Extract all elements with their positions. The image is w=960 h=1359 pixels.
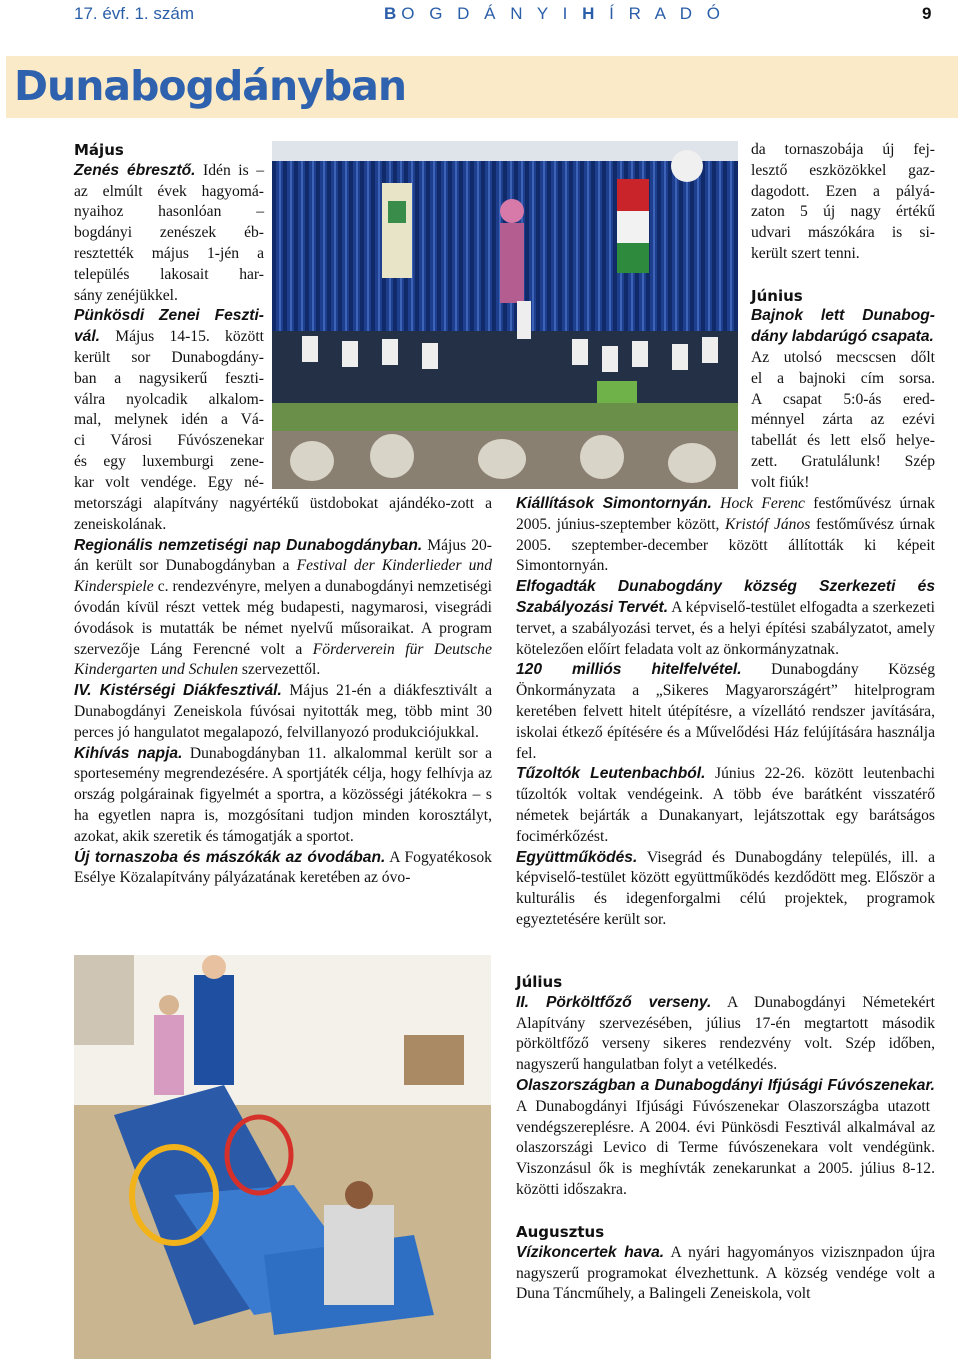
regional-text-1: Május 20-án került sor Dunabogdányban a [74, 536, 492, 575]
wrap-line-13: ci Városi Fúvószenekar [74, 432, 264, 450]
torna-head: Új tornaszoba és mászókák az óvodában. [74, 848, 386, 866]
concert-photo-image [272, 141, 738, 489]
section-july-heading: Július [516, 973, 563, 991]
kiallitas-head: Kiállítások Simontornyán. [516, 495, 712, 512]
tuzoltok-text: Június 22-26. között leutenbachi tűzoltók voltak vendégeink. A több éve barátként visszatérő németek bejárták a Dunakanyart, lejátszottak egy barátságos focimérkőzést. [516, 765, 935, 845]
wrap-line-0-text: Idén is – [195, 161, 264, 179]
wrap-line-6: sány zenéjükkel. [74, 286, 178, 304]
wrap-line-9: került sor Dunabogdány- [74, 348, 264, 366]
playground-photo-image [74, 955, 491, 1359]
kiallitas-text-1: festőművész úrnak 2005. június-szeptember között, [516, 495, 935, 533]
szerkezeti-head: Elfogadták Dunabogdány község Szerkezeti és Szabályozási Tervét. [516, 578, 935, 616]
masthead-rest2: Í R A D Ó [599, 4, 726, 23]
wrap-line-12: mal, melynek idén a Vá- [74, 411, 264, 429]
section-june-heading: Június [751, 286, 803, 305]
paragraph-festival-end: metországi alapítvány nagyértékű üstdobokat ajándéko-zott a zeneiskolának. [74, 495, 492, 533]
bajnok-line-2: A csapat 5:0-ás ered- [751, 390, 935, 408]
wrap-line-14: és egy luxemburgi zene- [74, 452, 264, 470]
cont-line-1: lesztő eszközökkel gaz- [751, 161, 935, 179]
right-full-block [516, 494, 935, 931]
masthead-h: H [582, 4, 600, 23]
page-number: 9 [922, 4, 932, 23]
paragraph-olasz [516, 1076, 935, 1201]
tuzoltok-head: Tűzoltók Leutenbachból. [516, 765, 706, 783]
wrap-line-8-text: Május 14-15. között [100, 328, 264, 346]
concert-photo [272, 141, 738, 489]
page-title: Dunabogdányban [14, 62, 407, 110]
paragraph-tuzoltok [516, 764, 935, 847]
paragraph-regional [74, 536, 492, 682]
olasz-text: A Dunabogdányi Ifjúsági Fúvószenekar Olaszországba utazott vendégszereplésre. A 2004. évi Pünkösdi Fesztivál alkalmával az olaszországi Levico di Terme fúvószenekara volt vendégünk. Viszonzásul ők is meghívták zenekarunkat a 2005. július 8-12. közötti időszakra. [516, 1097, 935, 1198]
regional-italic-2: Förderverein für Deutsche Kindergarten und Schulen [74, 640, 493, 679]
bajnok-line-5: zett. Gratulálunk! Szép [751, 452, 935, 470]
paragraph-vizikoncert [516, 1243, 935, 1305]
regional-text-2: c. rendezvényre, melyen a dunabogdányi nemzetiségi óvodán kívül részt vettek még budapesti, nagymarosi, visegrádi óvodások is mutatták be német nyelvű műsoraikat. A program szervezője Láng Ferencné volt a [74, 578, 492, 658]
wrap-line-11: válra nyolcadik alkalom- [74, 390, 264, 408]
porkolt-head: II. Pörköltfőző verseny. [516, 993, 712, 1011]
paragraph-porkolt [516, 993, 935, 1076]
cont-line-4: udvari mászókára is si- [751, 224, 935, 242]
paragraph-egyuttmukodes [516, 848, 935, 931]
paragraph-kihivas [74, 744, 492, 848]
kiallitas-text-2: festőművész úrnak 2005. szeptember-december között állították ki képeit Simontornyán. [516, 515, 935, 575]
left-full-block [74, 494, 492, 889]
vizi-head: Vízikoncertek hava. [516, 1243, 665, 1261]
kihivas-text: Dunabogdányban 11. alkalommal került sor a sportesemény megrendezésére. A sportjáték célja, hogy felhívja az ország polgárainak figyelmét a sportra, a közösségi játékokra – s ha egyetlen napra is, mozgósítani tudjon minden korosztályt, azokat, akik szeretik és támogatják a sportot. [74, 744, 492, 845]
title-band [6, 56, 958, 118]
regional-text-3: szervezettől. [238, 661, 321, 679]
torna-text: A Fogyatékosok Esélye Közalapítvány pályázatának keretében az óvo- [74, 848, 492, 887]
bajnok-line-0: Az utolsó mecscsen dőlt [751, 348, 935, 366]
olasz-head: Olaszországban a Dunabogdányi Ifjúsági Fúvószenekar. [516, 1076, 935, 1094]
bajnok-line-3: ménnyel zárta az ezévi [751, 411, 935, 429]
wrap-line-4: resztették május 1-jén a [74, 244, 264, 262]
wrap-line-1: az elmúlt évek hagyomá- [74, 182, 264, 200]
wrap-line-0-head: Zenés ébresztő. [74, 161, 196, 179]
paragraph-kiallitas [516, 494, 935, 577]
wrap-line-3: bogdányi zenészek éb- [74, 224, 264, 242]
egyutt-text: Visegrád és Dunabogdány település, ill. a képviselő-testület között együttműködés kezdődött meg. Először a kulturális és idegenforgalmi célú projektek, programok egyeztetésére került sor. [516, 848, 935, 928]
paragraph-tornaszoba [74, 848, 492, 890]
wrap-line-0 [74, 161, 264, 182]
masthead [384, 4, 725, 24]
wrap-line-10: ban a nagysikerű feszti- [74, 369, 264, 387]
vizi-text: A nyári hagyományos vizisznpadon újra nagyszerű programokat élvezhettunk. A község vendége volt a Duna Táncműhely, a Balingeli Zeneiskola, volt [516, 1243, 935, 1303]
bajnok-head-line-0: Bajnok lett Dunabog- [751, 307, 935, 325]
paragraph-diakfesztival [74, 681, 492, 743]
diak-text: Május 21-én a diákfesztivált a Dunabogdányi Zeneiskola fúvósai nyitották meg, több mint 30 perces jó hangulatot megalapozó, felvillanyozó produkciójukkal. [74, 682, 492, 741]
wrap-line-15: kar volt vendége. Egy né- [74, 473, 264, 491]
kiallitas-italic-1: Hock Ferenc [711, 495, 805, 512]
masthead-rest1: O G D Á N Y I [401, 4, 583, 23]
cont-line-2: dagodott. Ezen a pályá- [751, 182, 935, 200]
bajnok-line-1: el a bajnoki cím sorsa. [751, 369, 935, 387]
right-august-block [516, 1222, 935, 1305]
bajnok-line-4: tabellát és lett első helye- [751, 432, 935, 450]
kiallitas-italic-2: Kristóf János [725, 515, 811, 533]
porkolt-text: A Dunabogdányi Németekért Alapítvány szervezésében, július 17-én megtartott második pörköltfőző verseny sikeres rendezvény volt. Szép időben, nagyszerű hangulatban folyt a vetélkedés. [516, 993, 935, 1074]
playground-photo [74, 955, 491, 1359]
right-wrap-block [751, 140, 935, 494]
cont-line-5: került szert tenni. [751, 244, 860, 262]
szerkezeti-text: A képviselő-testület elfogadta a szerkezeti tervet, a szabályozási tervet, és a helyi építési szabályzatot, amely kötelezően előírt feladata volt az önkormányzatnak. [516, 598, 935, 658]
bajnok-head-line-1: dány labdarúgó csapata. [751, 328, 934, 346]
running-header [0, 4, 960, 30]
cont-line-0: da tornaszobája új fej- [751, 141, 935, 158]
bajnok-line-6: volt fiúk! [751, 473, 810, 491]
section-may-heading: Május [74, 141, 124, 159]
regional-head: Regionális nemzetiségi nap Dunabogdányban. [74, 536, 423, 554]
spacer [751, 265, 935, 286]
section-august-heading: Augusztus [516, 1223, 605, 1241]
wrap-line-8 [74, 327, 264, 348]
wrap-line-5: település lakosait har- [74, 265, 264, 283]
left-wrap-block [74, 140, 264, 494]
issue-label: 17. évf. 1. szám [74, 4, 194, 23]
right-july-block [516, 972, 935, 1201]
paragraph-szerkezeti [516, 577, 935, 660]
wrap-line-2: nyaihoz hasonlóan – [74, 203, 264, 221]
regional-italic-1: Festival der Kinderlieder und Kinderspiele [74, 557, 493, 596]
hitel-head: 120 milliós hitelfelvétel. [516, 661, 742, 679]
wrap-line-8-head: vál. [74, 328, 101, 346]
wrap-line-7: Pünkösdi Zenei Feszti- [74, 307, 264, 325]
diak-head: IV. Kistérségi Diákfesztivál. [74, 682, 282, 700]
hitel-text: Dunabogdány Község Önkormányzata a „Sikeres Magyarországért” hitelprogram keretében felvett hitelt útépítésre, a vízellátó rendszer javítására, iskolai étkező építésére és a Művelődési Ház felújítására használja fel. [516, 661, 935, 762]
cont-line-3: zaton 5 új nagy értékű [751, 203, 935, 221]
kihivas-head: Kihívás napja. [74, 744, 183, 762]
paragraph-hitel [516, 660, 935, 764]
masthead-b: B [384, 4, 402, 23]
egyutt-head: Együttműködés. [516, 848, 638, 866]
